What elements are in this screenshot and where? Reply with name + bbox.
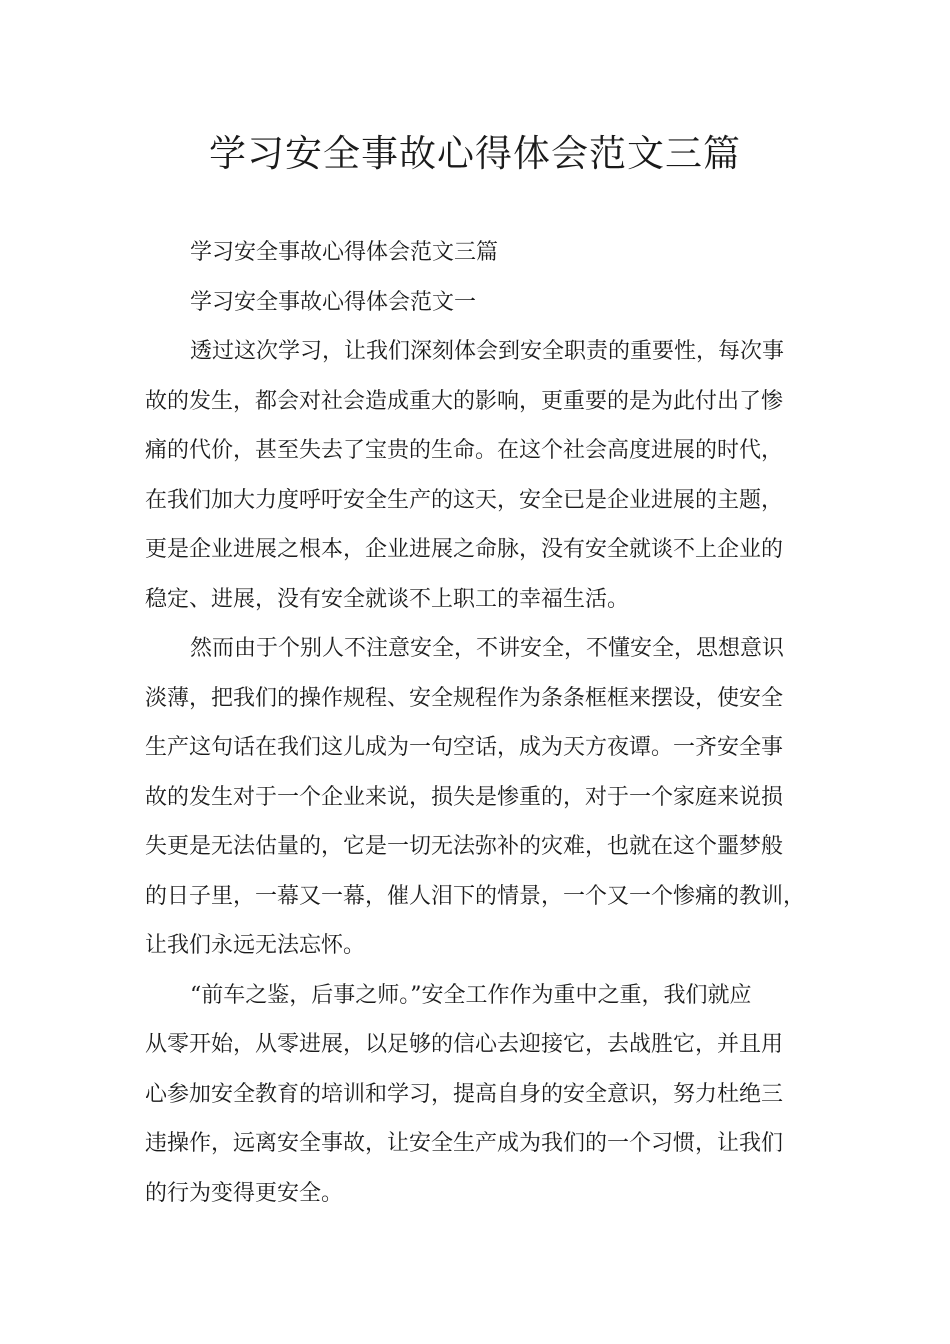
text-line: 透过这次学习，让我们深刻体会到安全职责的重要性，每次事 xyxy=(190,339,785,364)
text-line: 痛的代价，甚至失去了宝贵的生命。在这个社会高度进展的时代， xyxy=(145,438,784,463)
text-line: 然而由于个别人不注意安全，不讲安全，不懂安全，思想意识 xyxy=(190,636,785,661)
text-line: 更是企业进展之根本，企业进展之命脉，没有安全就谈不上企业的 xyxy=(145,537,784,562)
text-line: 违操作，远离安全事故，让安全生产成为我们的一个习惯，让我们 xyxy=(145,1131,784,1156)
text-line: 生产这句话在我们这儿成为一句空话，成为天方夜谭。一齐安全事 xyxy=(145,735,784,760)
text-line: 学习安全事故心得体会范文三篇 xyxy=(190,240,499,265)
text-line: 学习安全事故心得体会范文一 xyxy=(190,289,477,315)
text-line: 故的发生对于一个企业来说，损失是惨重的，对于一个家庭来说损 xyxy=(145,784,784,810)
text-line: 淡薄，把我们的操作规程、安全规程作为条条框框来摆设，使安全 xyxy=(145,685,784,711)
text-line: 让我们永远无法忘怀。 xyxy=(145,933,366,958)
text-line: 的日子里，一幕又一幕，催人泪下的情景，一个又一个惨痛的教训， xyxy=(145,883,806,909)
text-line: 的行为变得更安全。 xyxy=(145,1180,344,1206)
text-line: 故的发生，都会对社会造成重大的影响，更重要的是为此付出了惨 xyxy=(145,388,784,414)
text-line: 稳定、进展，没有安全就谈不上职工的幸福生活。 xyxy=(145,586,630,612)
text-line: 心参加安全教育的培训和学习，提高自身的安全意识，努力杜绝三 xyxy=(145,1081,784,1107)
page-title: 学习安全事故心得体会范文三篇 xyxy=(209,132,741,175)
text-line: 从零开始，从零进展，以足够的信心去迎接它，去战胜它，并且用 xyxy=(145,1032,784,1057)
document-body xyxy=(145,228,835,1218)
text-line: “前车之鉴，后事之师。”安全工作作为重中之重，我们就应 xyxy=(190,982,752,1008)
text-line: 失更是无法估量的，它是一切无法弥补的灾难，也就在这个噩梦般 xyxy=(145,834,784,859)
text-line: 在我们加大力度呼吁安全生产的这天，安全已是企业进展的主题， xyxy=(145,487,784,513)
